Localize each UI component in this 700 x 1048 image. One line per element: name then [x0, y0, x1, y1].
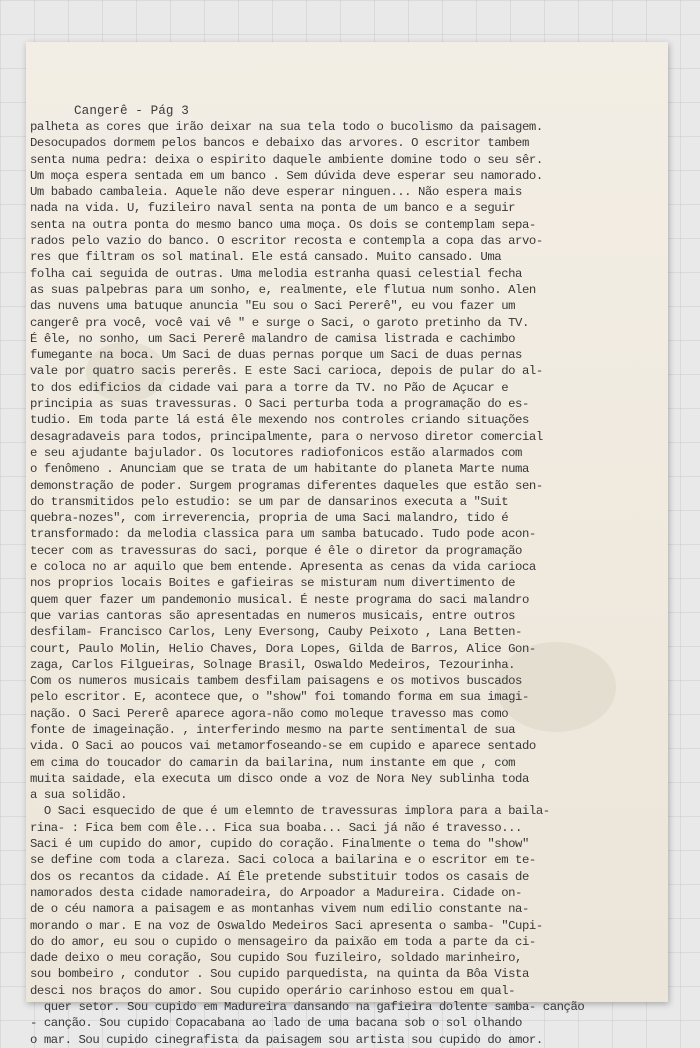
text-line: quer setor. Sou cupido em Madureira dansando na gafieira dolente samba- canção — [30, 1000, 585, 1015]
text-line: transformado: da melodia classica para um samba batucado. Tudo pode acon- — [30, 527, 536, 542]
text-line: demonstração de poder. Surgem programas diferentes daqueles que estão sen- — [30, 478, 543, 493]
page-header: Cangerê - Pág 3 — [74, 104, 189, 118]
text-line: vida. O Saci ao poucos vai metamorfoseando-se em cupido e aparece sentado — [30, 739, 536, 754]
text-line: tudio. Em toda parte lá está êle mexendo nos controles criando situações — [30, 413, 529, 428]
text-line: em cima do toucador do camarin da bailarina, num instante em que , com — [30, 755, 516, 770]
text-line: res que filtram os sol matinal. Ele está cansado. Muito cansado. Uma — [30, 250, 502, 265]
text-line: e seu ajudante bajulador. Os locutores radiofonicos estão alarmados com — [30, 445, 522, 460]
text-line: as suas palpebras para um sonho, e, realmente, ele flutua num sonho. Alen — [30, 282, 536, 297]
text-line: zaga, Carlos Filgueiras, Solnage Brasil, Oswaldo Medeiros, Tezourinha. — [30, 657, 516, 672]
text-line: muita saidade, ela executa um disco onde a voz de Nora Ney sublinha toda — [30, 771, 529, 786]
text-line: do transmitidos pelo estudio: se um par de dansarinos executa a "Suit — [30, 494, 509, 509]
text-line: sou bombeiro , condutor . Sou cupido parquedista, na quinta da Bôa Vista — [30, 967, 529, 982]
text-line: desagradaveis para todos, principalmente, para o nervoso diretor comercial — [30, 429, 543, 444]
text-line: Desocupados dormem pelos bancos e debaixo das arvores. O escritor tambem — [30, 136, 529, 151]
text-line: Saci é um cupido do amor, cupido do coração. Finalmente o tema do "show" — [30, 837, 529, 852]
text-line: O Saci esquecido de que é um elemnto de travessuras implora para a baila- — [30, 804, 550, 819]
text-line: cangerê pra você, você vai vê " e surge o Saci, o garoto pretinho da TV. — [30, 315, 529, 330]
text-line: morando o mar. E na voz de Oswaldo Medeiros Saci apresenta o samba- "Cupi- — [30, 918, 543, 933]
text-line: folha cai seguida de outras. Uma melodia estranha quasi celestial fecha — [30, 266, 522, 281]
text-line: nos proprios locais Boites e gafieiras se misturam num divertimento de — [30, 576, 516, 591]
text-line: principia as suas travessuras. O Saci perturba toda a programação do es- — [30, 397, 529, 412]
text-line: desfilam- Francisco Carlos, Leny Eversong, Cauby Peixoto , Lana Betten- — [30, 625, 522, 640]
text-line: nada na vida. U, fuzileiro naval senta na ponta de um banco e a seguir — [30, 201, 516, 216]
text-line: o mar. Sou cupido cinegrafista da paisagem sou artista sou cupido do amor. — [30, 1032, 543, 1047]
text-line: Um moça espera sentada em um banco . Sem dúvida deve esperar seu namorado. — [30, 168, 543, 183]
text-line: rados pelo vazio do banco. O escritor recosta e contempla a copa das arvo- — [30, 234, 543, 249]
text-line: fumegante na boca. Um Saci de duas pernas porque um Saci de duas pernas — [30, 348, 522, 363]
typed-body-text — [30, 119, 666, 1048]
document-page — [26, 42, 668, 1047]
text-line: to dos edificios da cidade vai para a torre da TV. no Pão de Açucar e — [30, 380, 509, 395]
text-line: Um babado cambaleia. Aquele não deve esperar ninguen... Não espera mais — [30, 185, 522, 200]
text-line: senta na outra ponta do mesmo banco uma moça. Os dois se contemplam sepa- — [30, 217, 536, 232]
text-line: dos os recantos da cidade. Aí Êle pretende substituir todos os casais de — [30, 869, 529, 884]
text-line: dade deixo o meu coração, Sou cupido Sou fuzileiro, soldado marinheiro, — [30, 951, 522, 966]
text-line: se define com toda a clareza. Saci coloca a bailarina e o escritor em te- — [30, 853, 536, 868]
text-line: que varias cantoras são apresentadas en numeros musicais, entre outros — [30, 608, 516, 623]
text-line: quebra-nozes", com irreverencia, propria de uma Saci malandro, tido é — [30, 511, 509, 526]
text-line: e coloca no ar aquilo que bem entende. Apresenta as cenas da vida carioca — [30, 560, 536, 575]
text-line: rina- : Fica bem com êle... Fica sua boaba... Saci já não é travesso... — [30, 820, 522, 835]
text-line: nação. O Saci Pererê aparece agora-não como moleque travesso mas como — [30, 706, 509, 721]
text-line: do do amor, eu sou o cupido o mensageiro da paixão em toda a parte da ci- — [30, 934, 536, 949]
text-line: Com os numeros musicais tambem desfilam paisagens e os motivos buscados — [30, 674, 522, 689]
text-line: palheta as cores que irão deixar na sua tela todo o bucolismo da paisagem. — [30, 120, 543, 134]
text-line: senta numa pedra: deixa o espirito daquele ambiente domine todo o seu sêr. — [30, 152, 543, 167]
text-line: vale por quatro sacis pererês. E este Saci carioca, depois de pular do al- — [30, 364, 543, 379]
text-line: fonte de imageinação. , interferindo mesmo na parte sentimental de sua — [30, 722, 516, 737]
text-line: de o céu namora a paisagem e as montanhas vivem num edilio constante na- — [30, 902, 529, 917]
text-line: - canção. Sou cupido Copacabana ao lado de uma bacana sob o sol olhando — [30, 1016, 522, 1031]
text-line: pelo escritor. E, acontece que, o "show" foi tomando forma em sua imagi- — [30, 690, 529, 705]
text-line: court, Paulo Molin, Helio Chaves, Dora Lopes, Gilda de Barros, Alice Gon- — [30, 641, 536, 656]
text-line: desci nos braços do amor. Sou cupido operário carinhoso estou em qual- — [30, 983, 516, 998]
text-line: o fenômeno . Anunciam que se trata de um habitante do planeta Marte numa — [30, 462, 529, 477]
text-line: tecer com as travessuras do saci, porque é êle o diretor da programação — [30, 543, 522, 558]
text-line: namorados desta cidade namoradeira, do Arpoador a Madureira. Cidade on- — [30, 885, 522, 900]
text-line: quem quer fazer um pandemonio musical. É neste programa do saci malandro — [30, 592, 529, 607]
text-line: das nuvens uma batuque anuncia "Eu sou o Saci Pererê", eu vou fazer um — [30, 299, 516, 314]
text-line: a sua solidão. — [30, 788, 128, 803]
text-line: É êle, no sonho, um Saci Pererê malandro de camisa listrada e cachimbo — [30, 331, 516, 346]
